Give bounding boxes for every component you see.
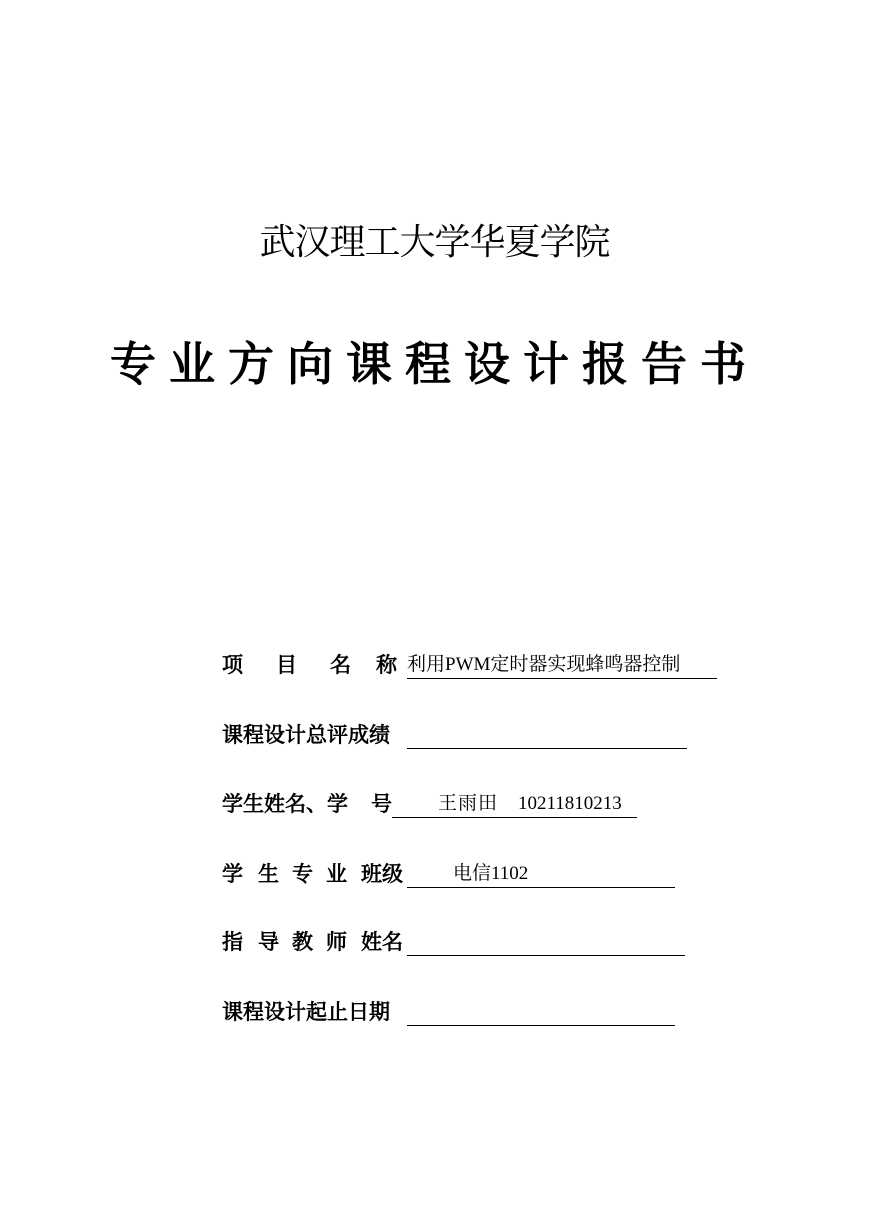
label-char: 导 — [258, 930, 279, 954]
label-char: 指 — [222, 930, 243, 954]
major-class-row — [222, 854, 675, 888]
label-char: 名 — [285, 792, 306, 816]
label-char: 学 — [222, 792, 243, 816]
school-name: 武汉理工大学华夏学院 — [259, 222, 610, 263]
label-char: 教 — [292, 930, 313, 954]
project-name-row — [222, 645, 717, 679]
label-char: 称 — [376, 653, 397, 677]
date-range-label: 课程设计起止日期 — [222, 1000, 390, 1024]
advisor-name-label — [222, 928, 407, 956]
label-char: 专 — [292, 862, 313, 886]
label-char: 姓名 — [361, 930, 403, 954]
total-grade-label: 课程设计总评成绩 — [222, 723, 390, 747]
major-class-value: 电信1102 — [453, 863, 529, 884]
label-char: 目 — [276, 653, 297, 677]
label-char: 班级 — [361, 862, 403, 886]
major-class-field[interactable] — [407, 861, 675, 888]
advisor-name-row — [222, 922, 685, 956]
label-char: 生 — [243, 792, 264, 816]
student-name-id-label — [222, 790, 392, 818]
label-char: 师 — [326, 930, 347, 954]
label-char: 生 — [258, 862, 279, 886]
student-name-value: 王雨田 — [438, 793, 499, 814]
student-name-id-field[interactable] — [392, 791, 637, 818]
project-name-label — [222, 651, 397, 679]
report-title: 专业方向课程设计报告书 — [110, 337, 759, 391]
student-id-value: 10211810213 — [518, 793, 622, 814]
total-grade-field[interactable] — [407, 722, 687, 749]
label-char: 、 — [306, 792, 327, 816]
label-char: 项 — [222, 653, 243, 677]
label-char: 学 — [327, 792, 348, 816]
project-name-field[interactable]: 利用PWM定时器实现蜂鸣器控制 — [407, 652, 717, 679]
major-class-label — [222, 860, 407, 888]
advisor-name-field[interactable] — [407, 929, 685, 956]
label-char: 学 — [222, 862, 243, 886]
label-char: 号 — [371, 792, 392, 816]
student-name-id-row — [222, 784, 637, 818]
label-char: 名 — [330, 653, 351, 677]
total-grade-row — [222, 715, 687, 749]
date-range-row — [222, 992, 675, 1026]
label-char: 业 — [326, 862, 347, 886]
label-char: 姓 — [264, 792, 285, 816]
date-range-field[interactable] — [407, 999, 675, 1026]
